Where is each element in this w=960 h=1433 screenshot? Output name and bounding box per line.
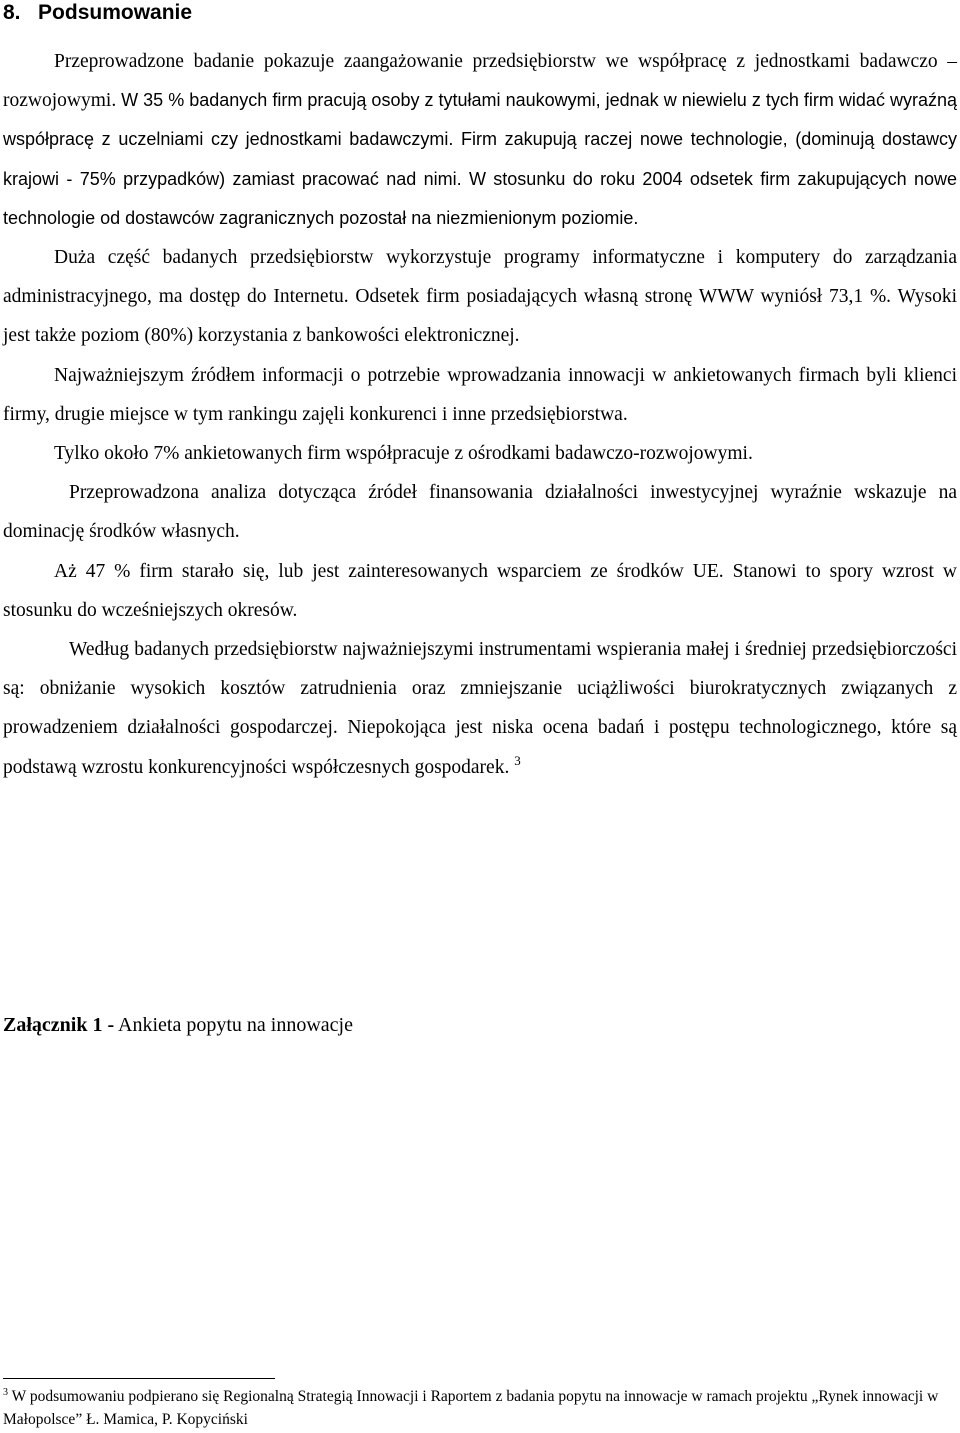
- annex-label: Załącznik 1 -: [3, 1014, 115, 1036]
- summary-body: [3, 42, 957, 787]
- footnote-text: W podsumowaniu podpierano się Regionalną Strategią Innowacji i Raportem z badania popytu na innowacje w ramach projektu „Rynek innowacji w Małopolsce” Ł. Mamica, P. Kopyciński: [3, 1388, 939, 1428]
- footnote-reference[interactable]: 3: [514, 752, 521, 768]
- footnote-number: 3: [3, 1387, 8, 1398]
- paragraph-support-instruments: [3, 630, 957, 787]
- paragraph-info-sources: Najważniejszym źródłem informacji o potrzebie wprowadzania innowacji w ankietowanych firmach byli klienci firmy, drugie miejsce w tym rankingu zajęli konkurenci i inne przedsiębiorstwa.: [3, 364, 957, 425]
- annex-heading: [3, 1011, 353, 1039]
- annex-title: Ankieta popytu na innowacje: [118, 1014, 353, 1036]
- paragraph-cooperation-lead: Przeprowadzone badanie pokazuje zaangażowanie przedsiębiorstw we współpracę z jednostkami badawczo – rozwojowymi.: [3, 51, 957, 112]
- footnote: [3, 1385, 953, 1431]
- paragraph-cooperation: [3, 42, 957, 238]
- section-title: Podsumowanie: [38, 1, 193, 24]
- paragraph-eu-support: Aż 47 % firm starało się, lub jest zainteresowanych wsparciem ze środków UE. Stanowi to spory wzrost w stosunku do wcześniejszych okresów.: [3, 560, 957, 621]
- paragraph-it-usage-detail: Odsetek firm posiadających własną stronę WWW wyniósł 73,1 %. Wysoki jest także poziom (80%) korzystania z bankowości elektronicznej.: [3, 286, 957, 347]
- footnote-separator: [3, 1378, 275, 1379]
- paragraph-it-usage-lead: Duża część badanych przedsiębiorstw wykorzystuje programy informatyczne i komputery do zarządzania administracyjnego, ma dostęp do Internetu.: [3, 247, 957, 308]
- paragraph-financing: Przeprowadzona analiza dotycząca źródeł finansowania działalności inwestycyjnej wyraźnie wskazuje na dominację środków własnych.: [3, 482, 957, 543]
- paragraph-support-instruments-text: Według badanych przedsiębiorstw najważniejszymi instrumentami wspierania małej i średniej przedsiębiorczości są: obniżanie wysokich kosztów zatrudnienia oraz zmniejszanie uciążliwości biurokratycznych związanych z prowadzeniem działalności gospodarczej. Niepokojąca jest niska ocena badań i postępu technologicznego, które są podstawą wzrostu konkurencyjności współczesnych gospodarek.: [3, 639, 957, 778]
- paragraph-cooperation-detail: W 35 % badanych firm pracują osoby z tytułami naukowymi, jednak w niewielu z tych firm widać wyraźną współpracę z uczelniami czy jednostkami badawczymi. Firm zakupują raczej nowe technologie, (dominują dostawcy krajowi - 75% przypadków) zamiast pracować nad nimi. W stosunku do roku 2004 odsetek firm zakupujących nowe technologie od dostawców zagranicznych pozostał na niezmienionym poziomie.: [3, 90, 958, 228]
- paragraph-it-usage: [3, 238, 957, 356]
- section-heading: [3, 0, 192, 26]
- paragraph-rd-cooperation: Tylko około 7% ankietowanych firm współpracuje z ośrodkami badawczo-rozwojowymi.: [54, 443, 753, 465]
- section-number: 8.: [3, 1, 21, 24]
